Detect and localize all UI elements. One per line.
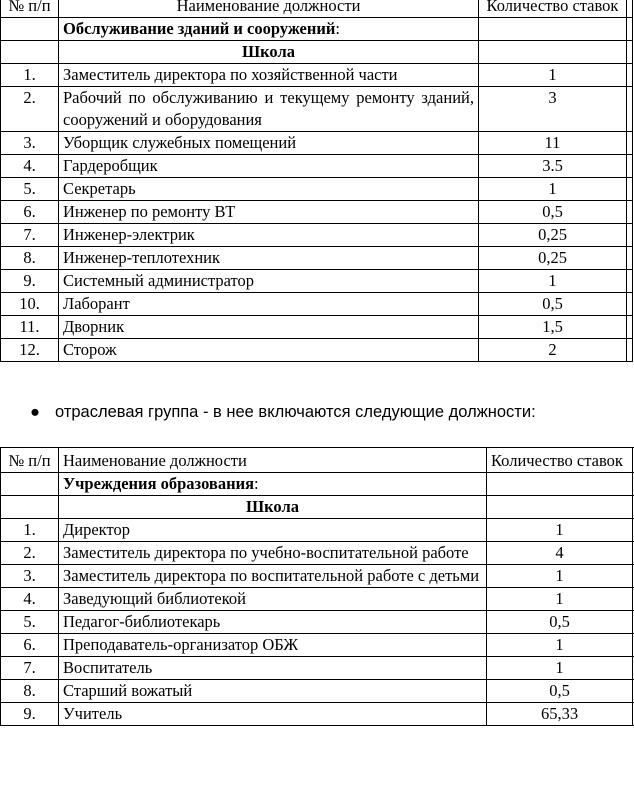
staff-table-maintenance bbox=[0, 0, 633, 362]
subsection-title: Школа bbox=[59, 496, 487, 519]
row-position-name: Сторож bbox=[59, 339, 479, 362]
row-position-name: Уборщик служебных помещений bbox=[59, 132, 479, 155]
row-position-name: Учитель bbox=[59, 703, 487, 726]
row-position-name: Заместитель директора по воспитательной работе с детьми bbox=[59, 565, 487, 588]
row-count: 0,5 bbox=[487, 680, 633, 703]
row-count: 1 bbox=[479, 178, 627, 201]
bullet-icon: ● bbox=[30, 403, 40, 421]
section-row bbox=[1, 18, 633, 41]
row-num: 2. bbox=[1, 87, 59, 132]
row-count: 1 bbox=[479, 64, 627, 87]
table-row bbox=[1, 201, 633, 224]
row-num: 10. bbox=[1, 293, 59, 316]
row-count: 65,33 bbox=[487, 703, 633, 726]
row-count: 0,25 bbox=[479, 224, 627, 247]
row-count: 1 bbox=[487, 634, 633, 657]
row-position-name: Рабочий по обслуживанию и текущему ремонту зданий, сооружений и оборудования bbox=[59, 87, 479, 132]
table-row bbox=[1, 680, 634, 703]
section-row bbox=[1, 473, 634, 496]
table-row bbox=[1, 634, 634, 657]
header-count: Количество ставок bbox=[479, 0, 627, 18]
table-row bbox=[1, 316, 633, 339]
row-count: 1 bbox=[487, 519, 633, 542]
table-row bbox=[1, 224, 633, 247]
table-row bbox=[1, 178, 633, 201]
row-position-name: Старший вожатый bbox=[59, 680, 487, 703]
row-count: 0,5 bbox=[479, 293, 627, 316]
row-position-name: Заместитель директора по хозяйственной части bbox=[59, 64, 479, 87]
row-num: 5. bbox=[1, 178, 59, 201]
row-num: 12. bbox=[1, 339, 59, 362]
row-num: 3. bbox=[1, 132, 59, 155]
row-count: 3 bbox=[479, 87, 627, 132]
row-position-name: Педагог-библиотекарь bbox=[59, 611, 487, 634]
subsection-row bbox=[1, 496, 634, 519]
table-row bbox=[1, 611, 634, 634]
row-position-name: Преподаватель-организатор ОБЖ bbox=[59, 634, 487, 657]
row-count: 11 bbox=[479, 132, 627, 155]
table-row bbox=[1, 657, 634, 680]
row-position-name: Заведующий библиотекой bbox=[59, 588, 487, 611]
row-num: 4. bbox=[1, 155, 59, 178]
subsection-row bbox=[1, 41, 633, 64]
table-header-row bbox=[1, 0, 633, 18]
row-count: 1,5 bbox=[479, 316, 627, 339]
row-count: 0,5 bbox=[487, 611, 633, 634]
table-row bbox=[1, 519, 634, 542]
row-num: 5. bbox=[1, 611, 59, 634]
row-position-name: Дворник bbox=[59, 316, 479, 339]
table-row bbox=[1, 542, 634, 565]
row-count: 3.5 bbox=[479, 155, 627, 178]
edge-cell bbox=[627, 0, 633, 18]
row-num: 2. bbox=[1, 542, 59, 565]
staff-table-education bbox=[0, 447, 634, 726]
row-position-name: Системный администратор bbox=[59, 270, 479, 293]
row-num: 6. bbox=[1, 634, 59, 657]
row-num: 3. bbox=[1, 565, 59, 588]
row-num: 4. bbox=[1, 588, 59, 611]
row-num: 9. bbox=[1, 270, 59, 293]
table-row bbox=[1, 703, 634, 726]
section-title: Учреждения образования: bbox=[59, 473, 487, 496]
row-count: 1 bbox=[487, 588, 633, 611]
table-row bbox=[1, 588, 634, 611]
row-position-name: Гардеробщик bbox=[59, 155, 479, 178]
bullet-paragraph bbox=[30, 403, 536, 422]
table-row bbox=[1, 87, 633, 132]
bullet-text: отраслевая группа - в нее включаются следующие должности: bbox=[55, 403, 536, 421]
row-num: 8. bbox=[1, 247, 59, 270]
row-position-name: Заместитель директора по учебно-воспитательной работе bbox=[59, 542, 487, 565]
row-num: 6. bbox=[1, 201, 59, 224]
row-count: 1 bbox=[487, 657, 633, 680]
row-num: 1. bbox=[1, 519, 59, 542]
table-row bbox=[1, 247, 633, 270]
subsection-title: Школа bbox=[59, 41, 479, 64]
row-position-name: Инженер-электрик bbox=[59, 224, 479, 247]
row-position-name: Воспитатель bbox=[59, 657, 487, 680]
row-position-name: Лаборант bbox=[59, 293, 479, 316]
header-name: Наименование должности bbox=[59, 0, 479, 18]
row-position-name: Директор bbox=[59, 519, 487, 542]
header-count: Количество ставок bbox=[487, 448, 633, 473]
row-count: 1 bbox=[487, 565, 633, 588]
section-title: Обслуживание зданий и сооружений: bbox=[59, 18, 479, 41]
table-row bbox=[1, 64, 633, 87]
row-num: 7. bbox=[1, 657, 59, 680]
row-num: 8. bbox=[1, 680, 59, 703]
header-name: Наименование должности bbox=[59, 448, 487, 473]
table-header-row bbox=[1, 448, 634, 473]
row-count: 0,25 bbox=[479, 247, 627, 270]
table-row bbox=[1, 339, 633, 362]
row-num: 9. bbox=[1, 703, 59, 726]
row-count: 4 bbox=[487, 542, 633, 565]
table-row bbox=[1, 293, 633, 316]
row-count: 1 bbox=[479, 270, 627, 293]
table-row bbox=[1, 132, 633, 155]
row-count: 2 bbox=[479, 339, 627, 362]
header-num: № п/п bbox=[1, 0, 59, 18]
table-row bbox=[1, 565, 634, 588]
row-num: 7. bbox=[1, 224, 59, 247]
row-count: 0,5 bbox=[479, 201, 627, 224]
row-position-name: Секретарь bbox=[59, 178, 479, 201]
row-num: 1. bbox=[1, 64, 59, 87]
row-num: 11. bbox=[1, 316, 59, 339]
table-row bbox=[1, 270, 633, 293]
row-position-name: Инженер-теплотехник bbox=[59, 247, 479, 270]
row-position-name: Инженер по ремонту ВТ bbox=[59, 201, 479, 224]
table-row bbox=[1, 155, 633, 178]
header-num: № п/п bbox=[1, 448, 59, 473]
